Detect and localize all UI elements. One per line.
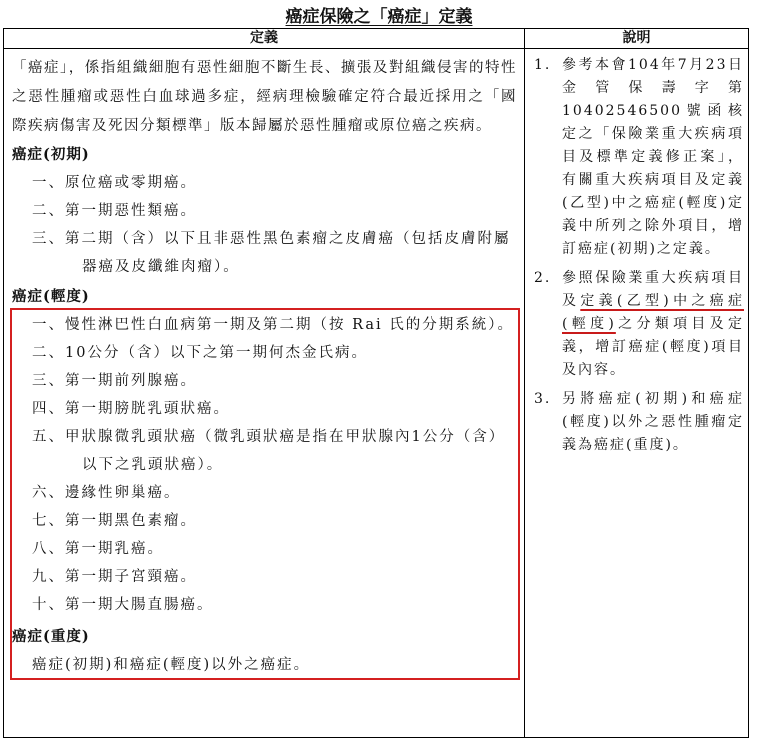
early-item: 一、原位癌或零期癌。 <box>32 175 197 191</box>
mild-cancer-title: 癌症(輕度) <box>12 288 90 305</box>
column-divider <box>524 29 525 737</box>
mild-item: 二、10公分（含）以下之第一期何杰金氏病。 <box>32 345 368 361</box>
mild-item: 九、第一期子宮頸癌。 <box>32 569 197 585</box>
note-text: 另將癌症(初期)和癌症(輕度)以外之惡性腫瘤定義為癌症(重度)。 <box>562 391 744 453</box>
mild-item: 十、第一期大腸直腸癌。 <box>32 597 214 613</box>
early-item: 二、第一期惡性類癌。 <box>32 203 197 219</box>
mild-item: 八、第一期乳癌。 <box>32 541 164 557</box>
note-text: 參照保險業重大疾病項目及 <box>562 270 744 309</box>
mild-item: 七、第一期黑色素瘤。 <box>32 513 197 529</box>
early-cancer-title: 癌症(初期) <box>12 146 90 163</box>
mild-item: 五、甲狀腺微乳頭狀癌（微乳頭狀癌是指在甲狀腺內1公分（含）以下之乳頭狀癌）。 <box>32 429 506 473</box>
definition-column <box>12 54 517 679</box>
note-3 <box>534 388 744 457</box>
note-text: 參考本會104年7月23日金管保壽字第10402546500號函核定之「保險業重大疾病項目及標準定義修正案」，有關重大疾病項目及定義(乙型)中之癌症(輕度)定義中所列之除外項目，增訂癌症(初期)之定義。 <box>562 57 744 257</box>
table-header-row <box>4 29 748 49</box>
note-text: 之分類項目及定義，增訂癌症(輕度)項目及內容。 <box>562 316 744 378</box>
note-2 <box>534 267 744 382</box>
note-number: 3. <box>534 391 552 407</box>
header-explanation: 說明 <box>622 30 651 46</box>
cancer-intro: 「癌症」，係指組織細胞有惡性細胞不斷生長、擴張及對組織侵害的特性之惡性腫瘤或惡性白血球過多症，經病理檢驗確定符合最近採用之「國際疾病傷害及死因分類標準」版本歸屬於惡性腫瘤或原位癌之疾病。 <box>12 60 517 134</box>
severe-cancer-title: 癌症(重度) <box>12 628 90 645</box>
mild-item: 四、第一期膀胱乳頭狀癌。 <box>32 401 230 417</box>
page-title: 癌症保險之「癌症」定義 <box>285 7 473 27</box>
note-number: 1. <box>534 57 552 73</box>
mild-item: 六、邊緣性卵巢癌。 <box>32 485 181 501</box>
severe-text: 癌症(初期)和癌症(輕度)以外之癌症。 <box>32 657 311 673</box>
early-item: 三、第二期（含）以下且非惡性黑色素瘤之皮膚癌（包括皮膚附屬器癌及皮纖維肉瘤）。 <box>32 231 511 275</box>
explanation-column <box>534 54 744 463</box>
mild-item: 一、慢性淋巴性白血病第一期及第二期（按 Rai 氏的分期系統）。 <box>32 317 514 333</box>
header-definition: 定義 <box>250 30 278 46</box>
mild-item: 三、第一期前列腺癌。 <box>32 373 197 389</box>
definition-table <box>3 28 749 738</box>
note-number: 2. <box>534 270 552 286</box>
note-underlined-text: 定義(乙型)中之癌症(輕度) <box>562 293 744 332</box>
note-1 <box>534 54 744 261</box>
